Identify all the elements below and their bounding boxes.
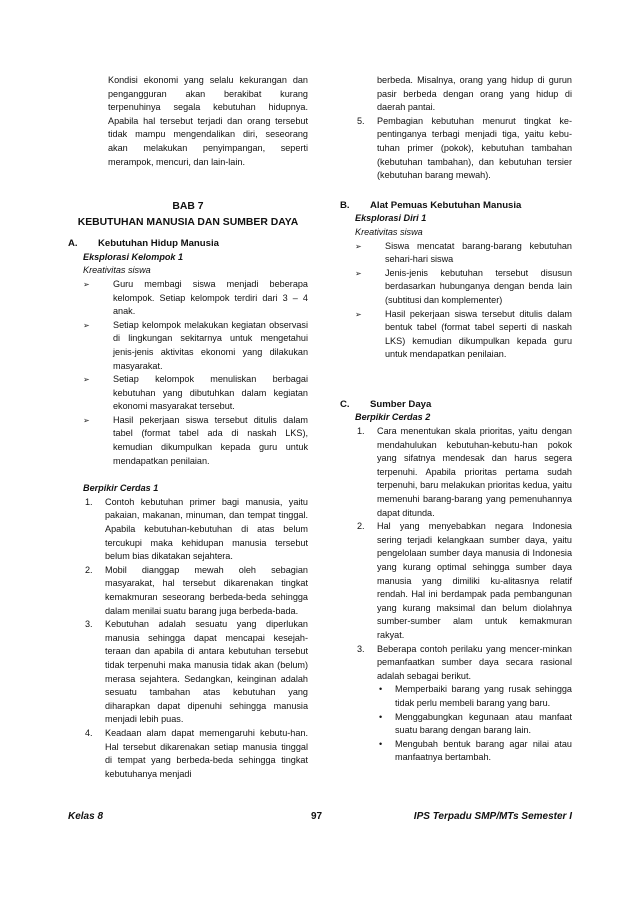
section-b-sub: Eksplorasi Diri 1 bbox=[355, 213, 427, 224]
list-item: ➢ Hasil pekerjaan siswa tersebut ditulis dalam tabel (format tabel ada di naskah LKS), kemudian dikumpulkan kepada guru untuk mendapatkan penilaian. bbox=[83, 414, 308, 466]
page-number: 97 bbox=[311, 811, 323, 822]
bullet-dot-icon: • bbox=[379, 711, 383, 722]
section-c-letter: C. bbox=[340, 398, 350, 410]
section-b-title: Alat Pemuas Kebutuhan Manusia bbox=[370, 199, 522, 211]
list-item: • Memperbaiki barang yang rusak sehingga tidak perlu membeli barang yang baru. bbox=[379, 684, 572, 708]
section-b-letter: B. bbox=[340, 199, 350, 211]
arrow-bullet-icon: ➢ bbox=[83, 320, 90, 330]
list-item: 1. Cara menentukan skala prioritas, yaitu dengan mendahulukan kebutuhan-kebutu-han pokok yang sifatnya mendesak dan harus segera terpenuhi. Apabila prioritas pertama sudah terpenuhi, baru melakukan prioritas kedua, yaitu memenuhi barang-barang yang pemenuhannya dapat ditunda. bbox=[357, 426, 572, 518]
arrow-bullet-icon: ➢ bbox=[83, 415, 90, 425]
left-column bbox=[68, 74, 308, 781]
berpikir-cerdas-2-title: Berpikir Cerdas 2 bbox=[355, 412, 431, 423]
section-a-heading bbox=[68, 237, 308, 251]
list-item: 5. Pembagian kebutuhan menurut tingkat ke-pentinganya terbagi menjadi tiga, yaitu kebu-tuhan primer (pokok), kebutuhan tambahan (kebutuhan tambahan), dan kebutuhan tersier (kebutuhan barang mewah). bbox=[357, 115, 572, 181]
list-item: ➢ Setiap kelompok melakukan kegiatan observasi di lingkungan sekitarnya untuk mengetahui jenis-jenis aktivitas ekonomi yang dilakukan masyarakat. bbox=[83, 319, 308, 371]
list-item: • Mengubah bentuk barang agar nilai atau manfaatnya bertambah. bbox=[379, 738, 572, 763]
section-a-activity: Kreativitas siswa bbox=[83, 265, 151, 276]
list-item: 2. Hal yang menyebabkan negara Indonesia sering terjadi kelangkaan sumber daya, yaitu pengelolaan sumber daya manusia di Indonesia yang kurang optimal sehingga sumber daya manusia yang dimiliki ku-alitasnya relatif rendah. Hal ini berdampak pada pembangunan yang kurang maksimal dan belum diolahnya sumber-sumber alam untuk kemakmuran rakyat. bbox=[357, 521, 572, 640]
chapter-label: BAB 7 bbox=[172, 201, 204, 213]
intro-paragraph: Kondisi ekonomi yang selalu kekurangan dan pengangguran akan berakibat kurang terpenuhinya segala kebutuhan hidupnya. Apabila hal tersebut terjadi dan orang tersebut tidak mampu mengendalikan diri, seseorang akan melakukan penyimpangan, seperti merampok, mencuri, dan lain-lain. bbox=[108, 75, 308, 167]
chapter-title: KEBUTUHAN MANUSIA DAN SUMBER DAYA bbox=[77, 217, 299, 229]
berpikir-cerdas-1-title: Berpikir Cerdas 1 bbox=[83, 483, 159, 494]
footer-book-title: IPS Terpadu SMP/MTs Semester I bbox=[413, 811, 572, 822]
arrow-bullet-icon: ➢ bbox=[355, 309, 362, 319]
list-item: ➢ Setiap kelompok menuliskan berbagai kebutuhan yang dibutuhkan dalam kegiatan ekonomi masyarakat tersebut. bbox=[83, 374, 308, 412]
right-column bbox=[340, 74, 572, 765]
section-b-heading bbox=[340, 199, 572, 213]
arrow-bullet-icon: ➢ bbox=[83, 375, 90, 385]
list-item: 2. Mobil dianggap mewah oleh sebagian masyarakat, hal tersebut dikarenakan tingkat kemakmuran seseorang berbeda-beda sehingga dalam menilai suatu barang juga berbeda-bada. bbox=[85, 564, 308, 616]
list-item: 3. Kebutuhan adalah sesuatu yang diperlukan manusia sehingga dapat mencapai kesejah-teraan dan apabila di antara kebutuhan tersebut tidak terpenuhi maka manusia tidak akan (belum) merasa sejahtera. Sedangkan, keinginan adalah sesuatu tambahan atas kebutuhan yang diharapkan dapat dipenuhi sehingga manusia menjadi lebih puas. bbox=[85, 619, 308, 725]
section-a-letter: A. bbox=[68, 238, 78, 250]
footer-class: Kelas 8 bbox=[68, 811, 104, 822]
arrow-bullet-icon: ➢ bbox=[83, 279, 90, 289]
list-item: ➢ Jenis-jenis kebutuhan tersebut disusun berdasarkan hubunganya dengan benda lain (subtitusi dan komplementer) bbox=[355, 267, 572, 305]
list-item: ➢ Guru membagi siswa menjadi beberapa kelompok. Setiap kelompok terdiri dari 3 – 4 anak. bbox=[83, 278, 308, 317]
list-item: 4. Keadaan alam dapat memengaruhi kebutu-han. Hal tersebut dikarenakan setiap manusia tinggal di tempat yang berbeda-beda sehingga tingkat kebutuhanya menjadi bbox=[85, 727, 308, 779]
list-item: ➢ Siswa mencatat barang-barang kebutuhan sehari-hari siswa bbox=[355, 240, 572, 265]
bullet-dot-icon: • bbox=[379, 684, 383, 695]
arrow-bullet-icon: ➢ bbox=[355, 268, 362, 278]
section-b-activity: Kreativitas siswa bbox=[355, 226, 423, 237]
section-a-title: Kebutuhan Hidup Manusia bbox=[98, 238, 219, 250]
bullet-dot-icon: • bbox=[379, 738, 383, 749]
list-item: • Menggabungkan kegunaan atau manfaat suatu barang dengan barang lain. bbox=[379, 711, 572, 736]
section-a-sub: Eksplorasi Kelompok 1 bbox=[83, 251, 184, 262]
list-item: ➢ Hasil pekerjaan siswa tersebut ditulis dalam bentuk tabel (format tabel seperti di naskah LKS) kemudian dikumpulkan kepada guru untuk mendapatkan penilaian. bbox=[355, 308, 572, 360]
continuation-paragraph: berbeda. Misalnya, orang yang hidup di gurun pasir berbeda dengan orang yang hidup di daerah pantai. bbox=[377, 75, 572, 113]
arrow-bullet-icon: ➢ bbox=[355, 241, 362, 251]
list-item: 3. Beberapa contoh perilaku yang mencer-minkan pemanfaatkan sumber daya secara rasional adalah sebagai berikut. bbox=[357, 643, 572, 681]
section-c-heading bbox=[340, 398, 572, 412]
section-c-title: Sumber Daya bbox=[370, 398, 432, 410]
list-item: 1. Contoh kebutuhan primer bagi manusia, yaitu pakaian, makanan, minuman, dan tempat tinggal. Apabila kebutuhan-kebutuhan di atas belum tercukupi maka kehidupan manusia tersebut belum bias dikatakan sejahtera. bbox=[85, 496, 308, 562]
